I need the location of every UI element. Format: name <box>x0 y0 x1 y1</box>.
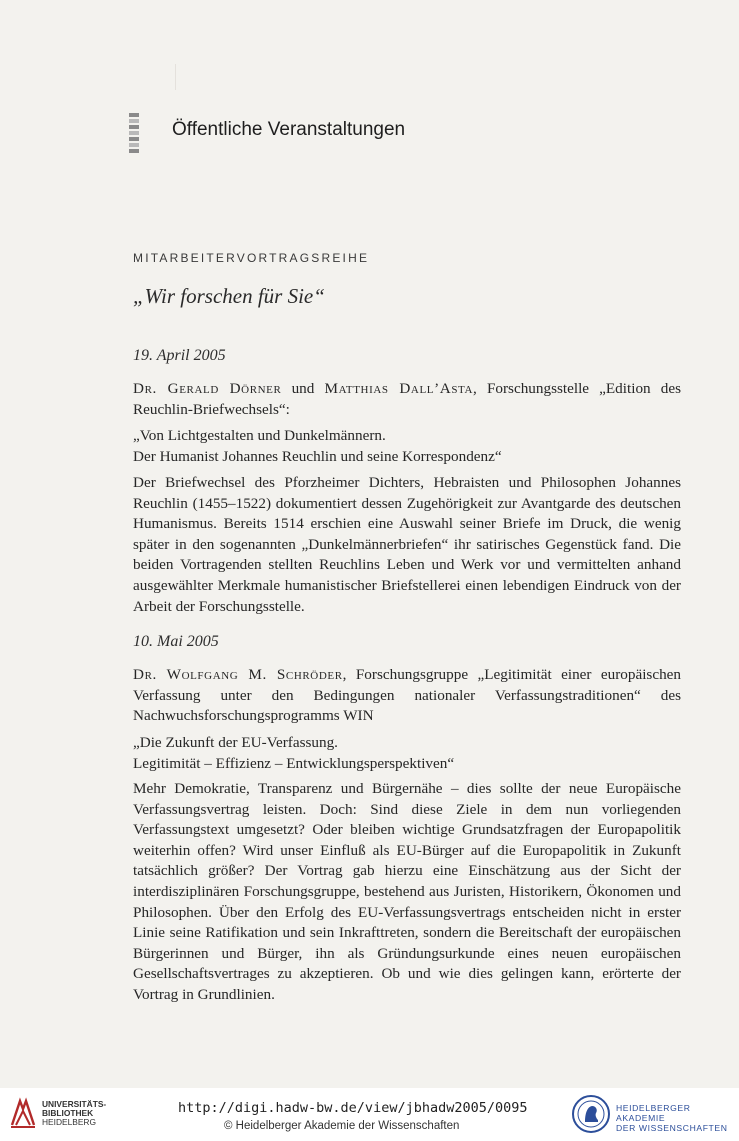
series-label: MITARBEITERVORTRAGSREIHE <box>133 251 370 265</box>
library-line: HEIDELBERG <box>42 1117 96 1127</box>
series-title: „Wir forschen für Sie“ <box>133 284 325 308</box>
university-library-logo-icon <box>8 1095 38 1133</box>
talk-title-line: Der Humanist Johannes Reuchlin und seine Korrespondenz“ <box>133 447 502 465</box>
viewer-footer <box>0 1088 739 1141</box>
talk-abstract <box>133 779 681 1006</box>
affiliation: , Forschungsgruppe „Legitimität einer europäischen Verfassung unter den Bedingungen nationaler Verfassungstraditionen“ des Nachwuchsforschungsprogramms WIN <box>133 666 681 725</box>
university-library-name <box>42 1100 106 1127</box>
event-speakers <box>133 665 681 727</box>
talk-title <box>133 426 681 467</box>
talk-abstract <box>133 473 681 617</box>
speaker-name: Dr. Gerald Dörner <box>133 380 282 397</box>
library-line: BIBLIOTHEK <box>42 1108 94 1118</box>
academy-seal-icon <box>571 1094 611 1134</box>
speaker-name: Matthias Dall’Asta <box>324 380 474 397</box>
affiliation: , Forschungsstelle „Edition des Reuchlin-Briefwechsels“: <box>133 380 681 418</box>
section-title: Öffentliche Veranstaltungen <box>172 119 406 140</box>
talk-title-line: „Von Lichtgestalten und Dunkelmännern. <box>133 427 386 444</box>
section-marker <box>129 113 139 153</box>
academy-name <box>616 1103 739 1133</box>
abstract-text: Mehr Demokratie, Transparenz und Bürgernähe – dies sollte der neue Europäische Verfassungsvertrag leisten. Doch: Sind diese Ziele in dem nun vorliegenden Verfassungstext umgesetzt? Oder bleiben wichtige Grundsatzfragen der Europapolitik weiterhin offen? Wird unser Einfluß als EU-Bürger auf die Europapolitik in Zukunft tatsächlich größer? Der Vortrag gab hierzu eine Einschätzung aus der Sicht der interdisziplinären Forschungsgruppe, bestehend aus Juristen, Historikern, Ökonomen und Philosophen. Über den Erfolg des EU-Verfassungsvertrags entscheiden nicht in erster Linie seine Ratifikation und sein Inkrafttreten, sondern die Bereitschaft der europäischen Bürgerinnen und Bürger, ihn als Gründungsurkunde eines neuen europäischen Gesellschaftsvertrages zu akzeptieren. Ob und wie dies gelingen kann, erörterte der Vortrag in Grundlinien. <box>133 780 681 1003</box>
academy-line: DER WISSENSCHAFTEN <box>616 1123 728 1133</box>
talk-title-line: Legitimität – Effizienz – Entwicklungsperspektiven“ <box>133 754 455 772</box>
bleed-through-divider <box>175 64 176 90</box>
abstract-text: Der Briefwechsel des Pforzheimer Dichters, Hebraisten und Philosophen Johannes Reuchlin (1455–1522) dokumentiert dessen Zugehörigkeit zur Avantgarde des deutschen Humanismus. Bereits 1514 erschien eine Auswahl seiner Briefe im Druck, die wenig später in den sogenannten „Dunkelmännerbriefen“ ihr satirisches Gegenstück fand. Die beiden Vortragenden stellten Reuchlins Leben und Werk vor und vermittelten anhand ausgewählter Merkmale humanistischer Briefstellerei einen lebendigen Eindruck von der Arbeit der Forschungsstelle. <box>133 474 681 615</box>
event-date: 10. Mai 2005 <box>133 633 219 650</box>
event-speakers <box>133 379 681 420</box>
copyright-notice: © Heidelberger Akademie der Wissenschaften <box>224 1120 460 1132</box>
conjunction: und <box>281 380 325 397</box>
library-line: UNIVERSITÄTS- <box>42 1099 107 1109</box>
event-date: 19. April 2005 <box>133 347 226 364</box>
speaker-name: Dr. Wolfgang M. Schröder <box>133 666 343 683</box>
academy-line: HEIDELBERGER AKADEMIE <box>616 1103 691 1123</box>
talk-title <box>133 733 681 774</box>
permalink-url[interactable]: http://digi.hadw-bw.de/view/jbhadw2005/0095 <box>178 1100 528 1116</box>
talk-title-line: „Die Zukunft der EU-Verfassung. <box>133 734 338 751</box>
